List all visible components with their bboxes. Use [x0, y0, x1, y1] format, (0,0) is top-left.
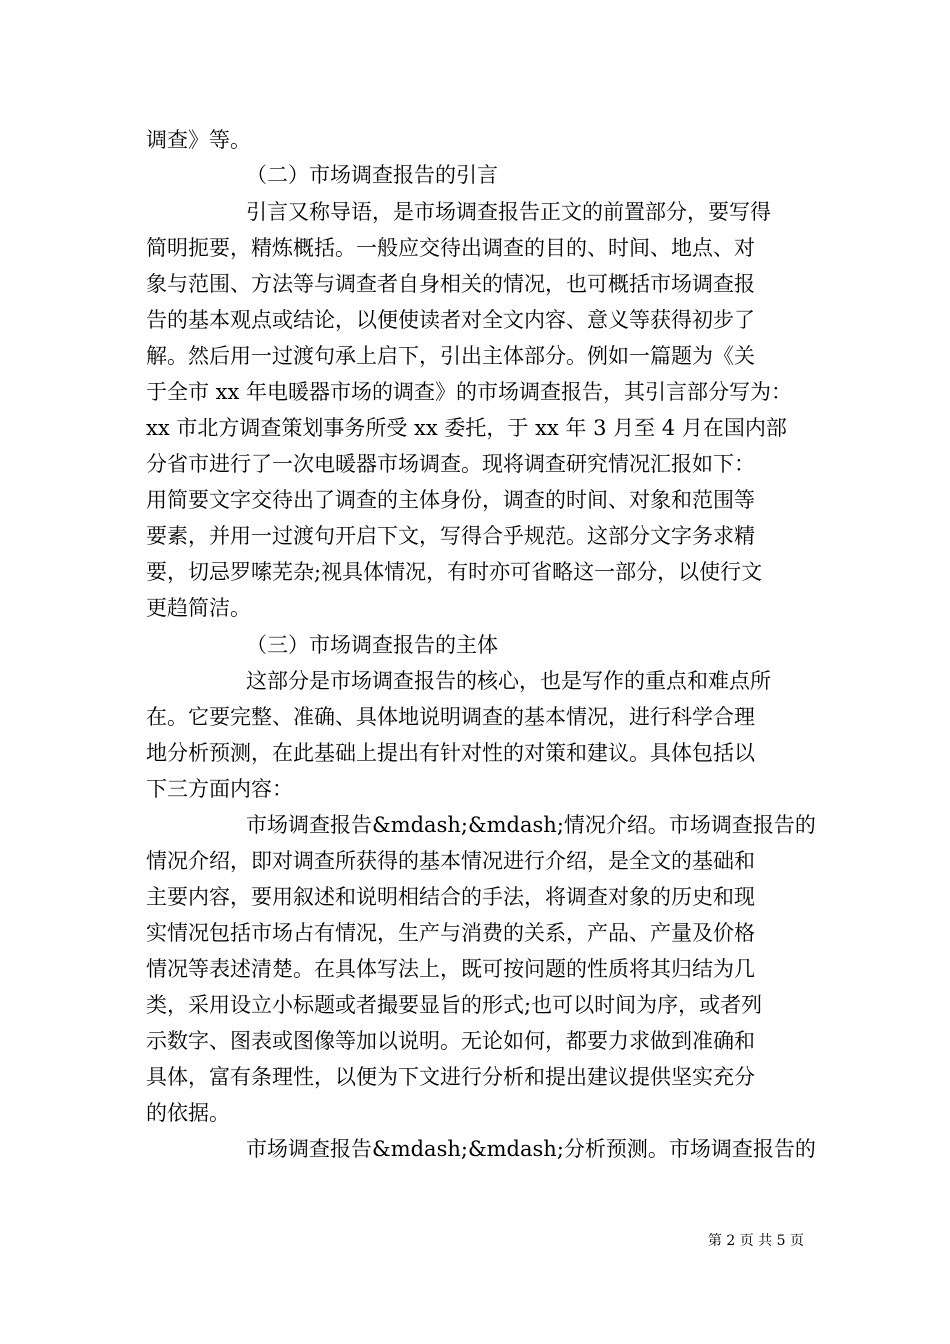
text-line: 象与范围、方法等与调查者自身相关的情况，也可概括市场调查报: [146, 272, 755, 296]
text-line: 引言又称导语，是市场调查报告正文的前置部分，要写得: [246, 200, 771, 224]
text-line: 具体，富有条理性，以便为下文进行分析和提出建议提供坚实充分: [146, 1065, 755, 1089]
text-line: 下三方面内容：: [146, 777, 293, 801]
page-number-footer: 第 2 页 共 5 页: [707, 1233, 804, 1249]
text-line: 要素，并用一过渡句开启下文，写得合乎规范。这部分文字务求精: [146, 524, 755, 548]
text-line: 用简要文字交待出了调查的主体身份，调查的时间、对象和范围等: [146, 488, 755, 512]
text-line: 主要内容，要用叙述和说明相结合的手法，将调查对象的历史和现: [146, 885, 755, 909]
text-line: 调查》等。: [146, 128, 251, 152]
section-heading: （三）市场调查报告的主体: [246, 633, 498, 657]
text-line: 市场调查报告&mdash;&mdash;分析预测。市场调查报告的: [246, 1137, 816, 1161]
text-line: 地分析预测，在此基础上提出有针对性的对策和建议。具体包括以: [146, 741, 755, 765]
text-line: 更趋简洁。: [146, 596, 251, 620]
text-line: 实情况包括市场占有情况，生产与消费的关系，产品、产量及价格: [146, 921, 755, 945]
text-line: 在。它要完整、准确、具体地说明调查的基本情况，进行科学合理: [146, 705, 755, 729]
text-line: 要，切忌罗嗦芜杂;视具体情况，有时亦可省略这一部分，以使行文: [146, 560, 763, 584]
text-line: 于全市 xx 年电暖器市场的调查》的市场调查报告，其引言部分写为：: [146, 380, 793, 404]
text-line: 分省市进行了一次电暖器市场调查。现将调查研究情况汇报如下：: [146, 452, 755, 476]
text-line: 情况介绍，即对调查所获得的基本情况进行介绍，是全文的基础和: [146, 849, 755, 873]
text-line: 的依据。: [146, 1101, 230, 1125]
text-line: xx 市北方调查策划事务所受 xx 委托，于 xx 年 3 月至 4 月在国内部: [146, 416, 787, 440]
section-heading: （二）市场调查报告的引言: [246, 163, 498, 187]
text-line: 类，采用设立小标题或者撮要显旨的形式;也可以时间为序，或者列: [146, 993, 763, 1017]
text-line: 市场调查报告&mdash;&mdash;情况介绍。市场调查报告的: [246, 813, 816, 837]
text-line: 示数字、图表或图像等加以说明。无论如何，都要力求做到准确和: [146, 1029, 755, 1053]
text-line: 告的基本观点或结论，以便使读者对全文内容、意义等获得初步了: [146, 308, 755, 332]
text-line: 情况等表述清楚。在具体写法上，既可按问题的性质将其归结为几: [146, 957, 755, 981]
text-line: 简明扼要，精炼概括。一般应交待出调查的目的、时间、地点、对: [146, 236, 755, 260]
text-line: 这部分是市场调查报告的核心，也是写作的重点和难点所: [246, 669, 771, 693]
text-line: 解。然后用一过渡句承上启下，引出主体部分。例如一篇题为《关: [146, 344, 755, 368]
